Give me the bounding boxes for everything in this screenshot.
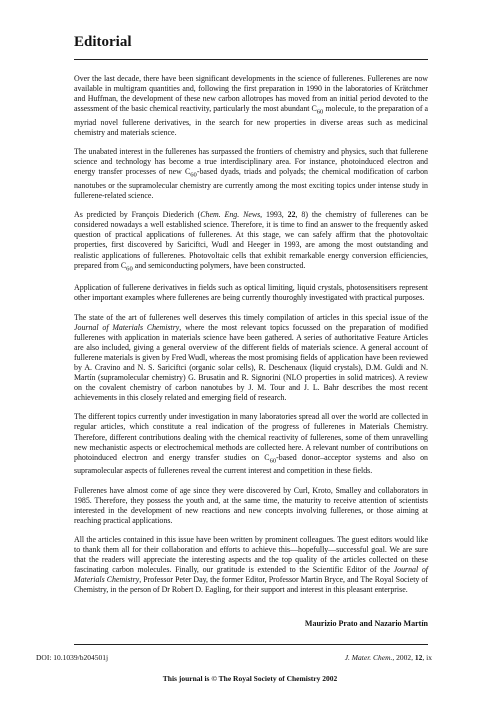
bottom-rule: [74, 644, 428, 645]
paragraph-1: Over the last decade, there have been significant developments in the science of fullerenes. Fullerenes are now available in multigram quantities and, following the first preparation in 1990 in the laboratories of Krätchmer and Huffman, the development of these new carbon allotropes has moved from an initial period devoted to the assessment of the basic chemical reactivity, particularly the most abundant $C_{60}$ molecule, to the preparation of a myriad novel fullerene derivatives, in the search for new properties in diverse areas such as medicinal chemistry and materials science.: [74, 74, 428, 138]
journal-citation: J. Mater. Chem., 2002, 12, ix: [344, 653, 432, 662]
article-body: [74, 74, 428, 604]
paragraph-3: As predicted by François Diederich (Chem. Eng. News, 1993, 22, 8) the chemistry of fullerenes can be considered nowadays a well established science. Therefore, it is time to find an answer to the frequently asked question of practical applications of fullerenes. At this stage, we can safely affirm that the photovoltaic properties, first discovered by Sariciftci, Wudl and Heeger in 1993, are among the most outstanding and realistic applications of fullerenes. Photovoltaic cells that exhibit remarkable energy conversion efficiencies, prepared from $C_{60}$ and semiconducting polymers, have been constructed.: [74, 210, 428, 273]
paragraph-7: Fullerenes have almost come of age since they were discovered by Curl, Kroto, Smalley and collaborators in 1985. Therefore, they possess the youth and, at the same time, the maturity to receive attention of scientists interested in the development of new reactions and new concepts involving fullerenes, or those aiming at reaching practical applications.: [74, 485, 428, 525]
paragraph-5: The state of the art of fullerenes well deserves this timely compilation of articles in this special issue of the Journal of Materials Chemistry, where the most relevant topics focussed on the preparation of modified fullerenes with application in materials science have been gathered. A series of authoritative Feature Articles are also included, giving a general overview of the different fields of materials science. A general account of fullerene materials is given by Fred Wudl, whereas the most promising fields of application have been reviewed by A. Cravino and N. S. Sariciftci (organic solar cells), R. Deschenaux (liquid crystals), D.M. Guldi and N. Martín (supramolecular chemistry) G. Brusatin and R. Signorini (NLO properties in solid matrices). A review on the covalent chemistry of carbon nanotubes by J. M. Tour and J. L. Bahr describes the most recent achievements in this closely related and emerging field of research.: [74, 312, 428, 403]
doi-line: DOI: 10.1039/b204501j: [36, 653, 109, 662]
top-rule: [74, 59, 428, 60]
copyright-line: This journal is © The Royal Society of Chemistry 2002: [162, 674, 338, 683]
paragraph-6: The different topics currently under investigation in many laboratories spread all over the world are collected in regular articles, which constitute a real indication of the progress of fullerenes in Materials Chemistry. Therefore, different contributions dealing with the chemical reactivity of fullerenes, some of them unravelling new mechanistic aspects or electrochemical methods are collected here. A relevant number of contributions on photoinduced electron and energy transfer studies on $C_{60}$-based donor–acceptor systems and also on supramolecular aspects of fullerenes reveal the current interest and competition in these fields.: [74, 412, 429, 476]
paragraph-4: Application of fullerene derivatives in fields such as optical limiting, liquid crystals, photosensitisers represent other important examples where fullerenes are being currently thouroghly investigated with practical purposes.: [74, 283, 428, 303]
paragraph-2: The unabated interest in the fullerenes has surpassed the frontiers of chemistry and physics, such that fullerene science and technology has become a true interdisciplinary area. For instance, photoinduced electron and energy transfer processes of new $C_{60}$-based dyads, triads and polyads; the chemical modification of carbon nanotubes or the supramolecular chemistry are currently among the most exciting topics under intense study in fullerene-related science.: [74, 147, 428, 201]
editorial-heading: Editorial: [74, 34, 132, 50]
author-signature: Maurizio Prato and Nazario Martín: [304, 619, 428, 628]
paragraph-8: All the articles contained in this issue have been written by prominent colleagues. The guest editors would like to thank them all for their collaboration and efforts to achieve this—hopefully—successful goal. We are sure that the readers will appreciate the interesting aspects and the top quality of the articles collected on these fascinating carbon molecules. Finally, our gratitude is extended to the Scientific Editor of the Journal of Materials Chemistry, Professor Peter Day, the former Editor, Professor Martin Bryce, and The Royal Society of Chemistry, in the person of Dr Robert D. Eagling, for their support and interest in this pleasant enterprise.: [74, 534, 428, 595]
copyright-icon: ©: [211, 674, 217, 683]
